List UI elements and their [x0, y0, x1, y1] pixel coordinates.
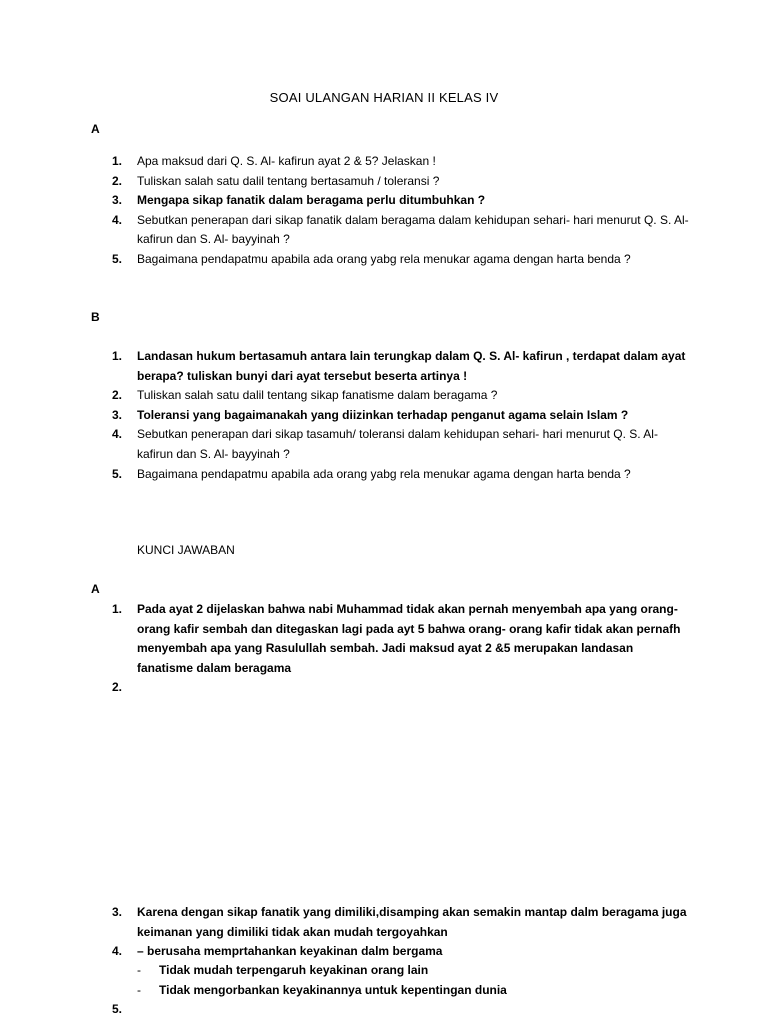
question-text: Landasan hukum bertasamuh antara lain terungkap dalam Q. S. Al- kafirun , terdapat dalam ayat berapa? tuliskan bunyi dari ayat tersebut beserta artinya ! — [137, 349, 686, 383]
question-item — [112, 425, 692, 464]
question-text: Mengapa sikap fanatik dalam beragama perlu ditumbuhkan ? — [137, 193, 486, 208]
answer-item — [112, 678, 692, 698]
answer-point-text: Tidak mudah terpengaruh keyakinan orang lain — [159, 963, 429, 977]
answer-point — [137, 981, 697, 1001]
answer-number: 5. — [112, 1002, 123, 1016]
question-text: Bagaimana pendapatmu apabila ada orang yabg rela menukar agama dengan harta benda ? — [137, 251, 631, 266]
question-item — [112, 191, 692, 211]
answer-number: 4. — [112, 944, 123, 959]
question-text: Tuliskan salah satu dalil tentang sikap fanatisme dalam beragama ? — [137, 388, 498, 403]
question-text: Sebutkan penerapan dari sikap tasamuh/ toleransi dalam kehidupan sehari- hari menurut Q. S. Al- kafirun dan S. Al- bayyinah ? — [137, 427, 658, 461]
answer-list-part-2 — [112, 903, 692, 962]
question-item — [112, 406, 692, 426]
dash-bullet: - — [137, 963, 141, 977]
question-text: Tuliskan salah satu dalil tentang bertasamuh / toleransi ? — [137, 173, 440, 188]
question-item — [112, 211, 692, 250]
answer-4-points — [137, 961, 697, 1000]
question-text: Bagaimana pendapatmu apabila ada orang yabg rela menukar agama dengan harta benda ? — [137, 466, 631, 481]
question-item — [112, 347, 692, 386]
question-number: 1. — [112, 154, 123, 168]
question-number: 3. — [112, 407, 123, 422]
question-item — [112, 386, 692, 406]
question-number: 3. — [112, 193, 123, 208]
question-item — [112, 172, 692, 192]
question-text: Sebutkan penerapan dari sikap fanatik dalam beragama dalam kehidupan sehari- hari menurut Q. S. Al- kafirun dan S. Al- bayyinah ? — [137, 212, 689, 247]
answer-point — [137, 961, 697, 981]
question-number: 2. — [112, 173, 123, 188]
answer-key-heading: KUNCI JAWABAN — [137, 543, 235, 557]
question-item — [112, 152, 692, 172]
answer-key-section-label: A — [91, 582, 100, 596]
section-a-question-list — [112, 152, 692, 270]
answer-item — [112, 942, 692, 962]
answer-item — [112, 1000, 692, 1020]
section-b-question-list — [112, 347, 692, 484]
question-item — [112, 250, 692, 270]
section-b-label: B — [91, 310, 100, 324]
answer-item — [112, 903, 692, 942]
answer-number: 2. — [112, 680, 123, 695]
answer-number: 1. — [112, 602, 123, 616]
question-number: 4. — [112, 212, 123, 227]
answer-number: 3. — [112, 905, 123, 919]
question-number: 2. — [112, 388, 123, 403]
question-number: 5. — [112, 251, 123, 266]
answer-list-part-3 — [112, 1000, 692, 1020]
answer-text: Karena dengan sikap fanatik yang dimiliki,disamping akan semakin mantap dalm beragama juga keimanan yang dimiliki tidak akan mudah tergoyahkan — [137, 905, 687, 939]
question-text: Apa maksud dari Q. S. Al- kafirun ayat 2 & 5? Jelaskan ! — [137, 154, 436, 168]
answer-item — [112, 600, 692, 678]
page-title: SOAI ULANGAN HARIAN II KELAS IV — [269, 90, 499, 105]
dash-bullet: - — [137, 982, 141, 997]
answer-point-text: Tidak mengorbankan keyakinannya untuk kepentingan dunia — [159, 982, 507, 997]
answer-text: – berusaha memprtahankan keyakinan dalm bergama — [137, 944, 443, 959]
question-number: 1. — [112, 349, 123, 363]
question-text: Toleransi yang bagaimanakah yang diizinkan terhadap penganut agama selain Islam ? — [137, 407, 629, 422]
question-number: 4. — [112, 427, 123, 442]
answer-list-part-1 — [112, 600, 692, 698]
section-a-label: A — [91, 122, 100, 136]
question-number: 5. — [112, 466, 123, 481]
answer-text: Pada ayat 2 dijelaskan bahwa nabi Muhammad tidak akan pernah menyembah apa yang orang- orang kafir sembah dan ditegaskan lagi pada ayt 5 bahwa orang- orang kafir tidak akan pernafh menyembah apa yang Rasulullah sembah. Jadi maksud ayat 2 &5 merupakan landasan fanatisme dalam beragama — [137, 602, 681, 675]
question-item — [112, 465, 692, 485]
